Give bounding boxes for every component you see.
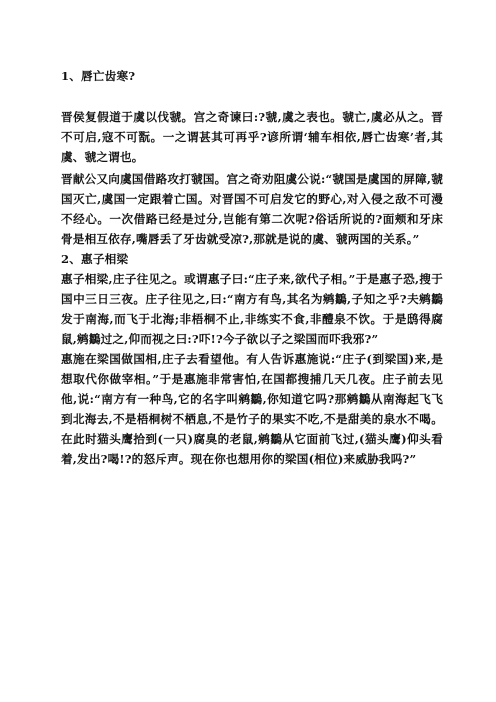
section-2-original-text: 惠子相梁,庄子往见之。或谓惠子曰:“庄子来,欲代子相。”于是惠子恐,搜于国中三日三夜。庄子往见之,曰:“南方有鸟,其名为鹓鶵,子知之乎?夫鹓鶵发于南海,而飞于北海;非梧桐不止,非练实不食,非醴泉不饮。于是鸱得腐鼠,鹓鶵过之,仰而视之曰:?吓!?今子欲以子之梁国而吓我邪?” [61, 272, 443, 346]
section-1-translation: 晋献公又向虞国借路攻打虢国。宫之奇劝阻虞公说:“虢国是虞国的屏障,虢国灭亡,虞国一定跟着亡国。对晋国不可启发它的野心,对入侵之敌不可漫不经心。一次借路已经是过分,岂能有第二次呢?俗话所说的?面颊和牙床骨是相互依存,嘴唇丢了牙齿就受凉?,那就是说的虞、虢两国的关系。” [61, 172, 443, 246]
document-body [61, 66, 443, 469]
section-2-heading: 2、惠子相梁 [61, 252, 129, 266]
section-1-heading: 1、唇亡齿寒? [61, 69, 136, 83]
section-2-translation: 惠施在梁国做国相,庄子去看望他。有人告诉惠施说:“庄子(到梁国)来,是想取代你做宰相。”于是惠施非常害怕,在国都搜捕几天几夜。庄子前去见他,说:“南方有一种鸟,它的名字叫鹓鶵,你知道它吗?那鹓鶵从南海起飞飞到北海去,不是梧桐树不栖息,不是竹子的果实不吃,不是甜美的泉水不喝。在此时猫头鹰拾到(一只)腐臭的老鼠,鹓鶵从它面前飞过,(猫头鹰)仰头看着,发出?喝!?的怒斥声。现在你也想用你的梁国(相位)来威胁我吗?” [61, 352, 443, 466]
section-1-original-text: 晋侯复假道于虞以伐虢。宫之奇谏曰:?虢,虞之表也。虢亡,虞必从之。晋不可启,寇不可翫。一之谓甚其可再乎?谚所谓‘辅车相依,唇亡齿寒’者,其虞、虢之谓也。 [61, 110, 443, 164]
